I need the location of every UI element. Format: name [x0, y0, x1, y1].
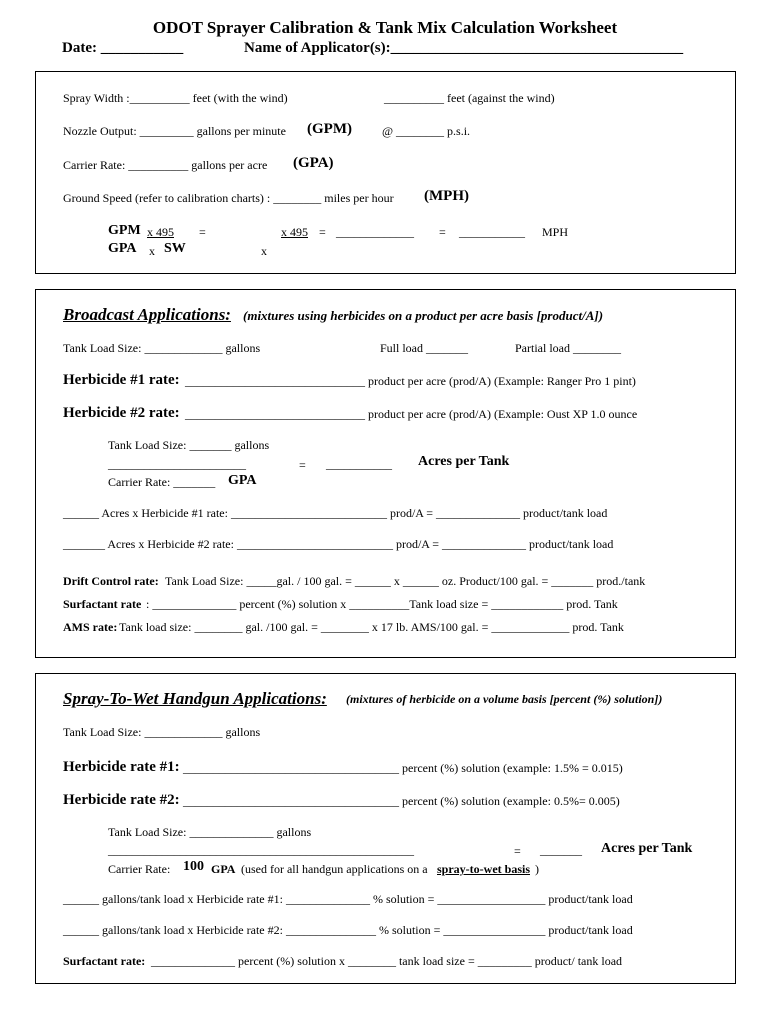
ams-line[interactable]: Tank load size: ________ gal. /100 gal. = ________ x 17 lb. AMS/100 gal. = _____________ prod. Tank — [119, 620, 624, 634]
partial-load-field[interactable]: Partial load ________ — [515, 341, 621, 355]
handgun-surfactant-line[interactable]: ______________ percent (%) solution x ________ tank load size = _________ product/ tank load — [151, 954, 623, 968]
formula-gpm: GPM — [108, 223, 141, 238]
handgun-carrier-prefix: Carrier Rate: — [108, 862, 171, 876]
handgun-eq: = — [514, 844, 521, 858]
nozzle-psi-field[interactable]: @ ________ p.s.i. — [382, 124, 471, 138]
herbicide-2-rate-field[interactable]: ______________________________ product per acre (prod/A) (Example: Oust XP 1.0 ounce — [185, 407, 638, 421]
broadcast-carrier-rate[interactable]: Carrier Rate: _______ — [108, 475, 216, 489]
handgun-tank-load-2[interactable]: Tank Load Size: ______________ gallons — [108, 825, 312, 839]
handgun-herbicide-1-label: Herbicide rate #1: — [63, 759, 180, 775]
formula-blank-2[interactable]: ___________ — [459, 225, 525, 239]
handgun-carrier-gpa: GPA — [211, 862, 236, 876]
date-field[interactable]: Date: ___________ — [62, 40, 184, 56]
formula-x-1: x — [149, 244, 155, 258]
handgun-herbicide-1-field[interactable]: ____________________________________ percent (%) solution (example: 1.5% = 0.015) — [183, 761, 623, 775]
surfactant-label: Surfactant rate — [63, 597, 142, 611]
formula-mph: MPH — [542, 225, 569, 239]
handgun-tank-load[interactable]: Tank Load Size: _____________ gallons — [63, 725, 261, 739]
handgun-carrier-100: 100 — [183, 859, 204, 874]
formula-x495-a: x 495 — [147, 225, 174, 239]
formula-eq-2: = — [319, 225, 326, 239]
handgun-fraction-top[interactable]: ___________________________________________________ — [108, 843, 414, 857]
broadcast-subtitle: (mixtures using herbicides on a product per acre basis [product/A]) — [243, 308, 604, 323]
handgun-carrier-note: (used for all handgun applications on a — [241, 862, 428, 876]
spray-to-wet-basis: spray-to-wet basis — [437, 862, 530, 876]
surfactant-line[interactable]: : ______________ percent (%) solution x __________Tank load size = ____________ prod. Tank — [146, 597, 618, 611]
handgun-herbicide-2-field[interactable]: ____________________________________ percent (%) solution (example: 0.5%= 0.005) — [183, 794, 620, 808]
herbicide-1-rate-field[interactable]: ______________________________ product per acre (prod/A) (Example: Ranger Pro 1 pint) — [185, 374, 636, 388]
nozzle-output-field[interactable]: Nozzle Output: _________ gallons per minute — [63, 124, 286, 138]
formula-gpa: GPA — [108, 241, 137, 256]
full-load-field[interactable]: Full load _______ — [380, 341, 469, 355]
handgun-acres-result[interactable]: _______ — [540, 843, 582, 857]
handgun-carrier-close: ) — [535, 862, 539, 876]
gpm-tag: (GPM) — [307, 121, 352, 137]
broadcast-fraction-top[interactable]: _______________________ — [108, 457, 246, 471]
gallons-herbicide-1-calc[interactable]: ______ gallons/tank load x Herbicide rate #1: ______________ % solution = __________________ product/tank load — [63, 892, 633, 906]
broadcast-eq: = — [299, 458, 306, 472]
herbicide-2-label: Herbicide #2 rate: — [63, 405, 180, 421]
formula-blank-1[interactable]: _____________ — [336, 225, 414, 239]
broadcast-carrier-gpa: GPA — [228, 473, 257, 488]
handgun-acres-per-tank: Acres per Tank — [601, 841, 693, 856]
handgun-subtitle: (mixtures of herbicide on a volume basis [percent (%) solution]) — [346, 692, 663, 706]
formula-eq-3: = — [439, 225, 446, 239]
mph-tag: (MPH) — [424, 188, 469, 204]
gpa-tag: (GPA) — [293, 155, 334, 171]
broadcast-tank-load[interactable]: Tank Load Size: _____________ gallons — [63, 341, 261, 355]
acres-herbicide-1-calc[interactable]: ______ Acres x Herbicide #1 rate: __________________________ prod/A = ______________ product/tank load — [63, 506, 608, 520]
formula-eq-1: = — [199, 225, 206, 239]
formula-sw: SW — [164, 241, 186, 256]
broadcast-acres-result[interactable]: ___________ — [326, 457, 392, 471]
handgun-title: Spray-To-Wet Handgun Applications: — [63, 689, 327, 708]
spray-width-against-field[interactable]: __________ feet (against the wind) — [384, 91, 555, 105]
broadcast-acres-per-tank: Acres per Tank — [418, 454, 510, 469]
gallons-herbicide-2-calc[interactable]: ______ gallons/tank load x Herbicide rate #2: _______________ % solution = _________________ product/tank load — [63, 923, 633, 937]
formula-x-2: x — [261, 244, 267, 258]
applicator-field[interactable]: Name of Applicator(s):_______________________________________ — [244, 40, 684, 56]
handgun-herbicide-2-label: Herbicide rate #2: — [63, 792, 180, 808]
broadcast-tank-load-2[interactable]: Tank Load Size: _______ gallons — [108, 438, 270, 452]
handgun-surfactant-label: Surfactant rate: — [63, 954, 146, 968]
acres-herbicide-2-calc[interactable]: _______ Acres x Herbicide #2 rate: __________________________ prod/A = ______________ product/tank load — [63, 537, 614, 551]
drift-control-label: Drift Control rate: — [63, 574, 159, 588]
ams-label: AMS rate: — [63, 620, 118, 634]
broadcast-title: Broadcast Applications: — [63, 305, 231, 324]
ground-speed-field[interactable]: Ground Speed (refer to calibration charts) : ________ miles per hour — [63, 191, 394, 205]
drift-control-line[interactable]: Tank Load Size: _____gal. / 100 gal. = ______ x ______ oz. Product/100 gal. = _______ prod./tank — [165, 574, 646, 588]
carrier-rate-field[interactable]: Carrier Rate: __________ gallons per acre — [63, 158, 268, 172]
herbicide-1-label: Herbicide #1 rate: — [63, 372, 180, 388]
page-title: ODOT Sprayer Calibration & Tank Mix Calculation Worksheet — [152, 18, 618, 37]
formula-x495-b: x 495 — [281, 225, 308, 239]
spray-width-field[interactable]: Spray Width :__________ feet (with the wind) — [63, 91, 288, 105]
